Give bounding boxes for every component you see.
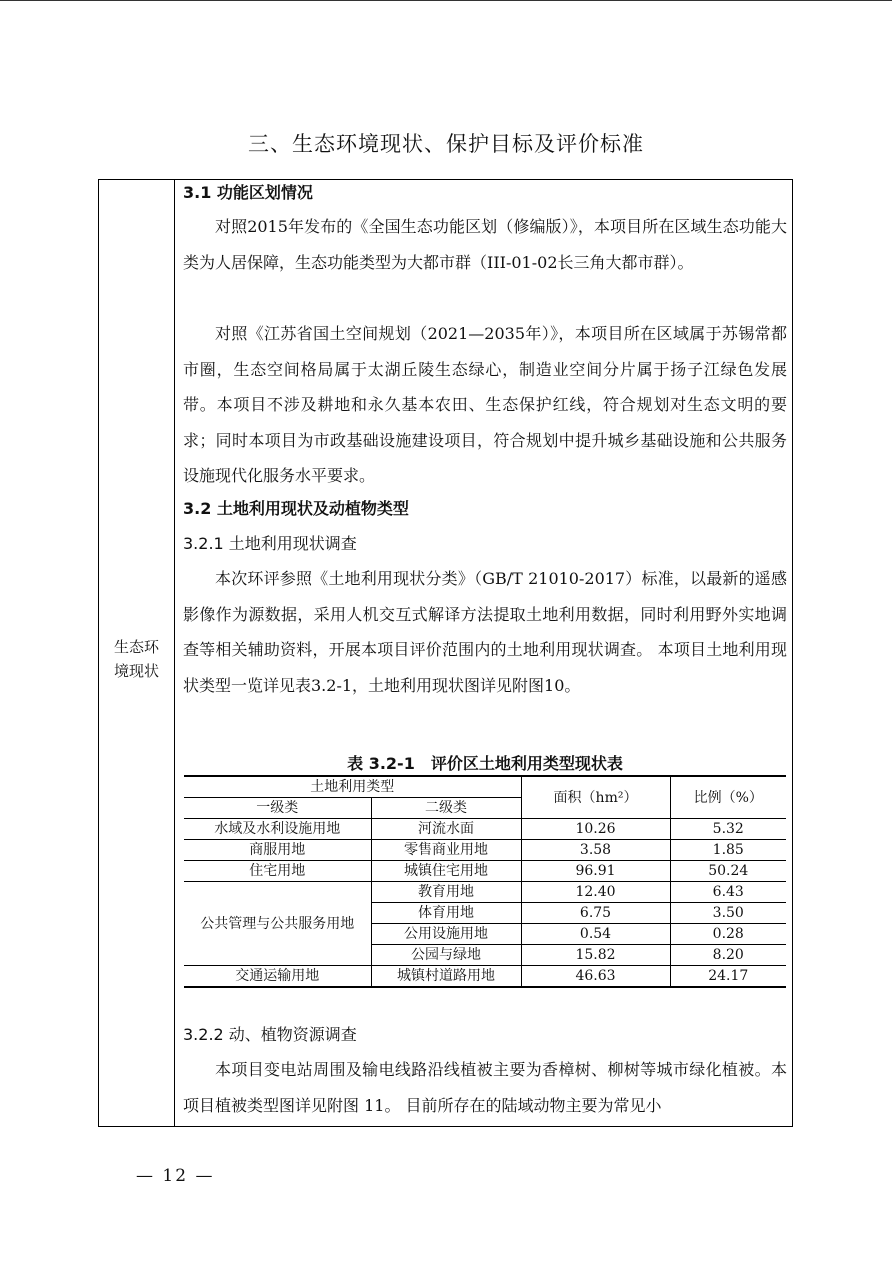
cell-level-2: 河流水面 — [371, 819, 521, 840]
table-row — [184, 882, 786, 903]
header-level-1: 一级类 — [184, 798, 371, 819]
cell-ratio: 3.50 — [670, 903, 786, 924]
cell-area: 0.54 — [521, 924, 670, 945]
table-row — [184, 966, 786, 988]
header-land-use-type: 土地利用类型 — [184, 776, 521, 798]
section-3-2-2-paragraph: 本项目变电站周围及输电线路沿线植被主要为香樟树、柳树等城市绿化植被。本项目植被类型图详见附图 11。 目前所存在的陆域动物主要为常见小 — [183, 1060, 787, 1115]
cell-level-2: 教育用地 — [371, 882, 521, 903]
cell-level-1: 公共管理与公共服务用地 — [184, 882, 371, 966]
section-3-2-1-title: 3.2.1 土地利用现状调查 — [183, 534, 357, 553]
cell-level-2: 城镇村道路用地 — [371, 966, 521, 988]
cell-area: 12.40 — [521, 882, 670, 903]
cell-ratio: 0.28 — [670, 924, 786, 945]
table-header-row — [184, 776, 786, 798]
cell-level-2: 公用设施用地 — [371, 924, 521, 945]
cell-level-1: 水域及水利设施用地 — [184, 819, 371, 840]
column-divider — [174, 180, 175, 1126]
top-border-line — [0, 0, 892, 1]
cell-level-1: 住宅用地 — [184, 861, 371, 882]
cell-level-2: 城镇住宅用地 — [371, 861, 521, 882]
cell-area: 46.63 — [521, 966, 670, 988]
side-label-line-2: 境现状 — [113, 662, 159, 680]
cell-area: 3.58 — [521, 840, 670, 861]
cell-ratio: 8.20 — [670, 945, 786, 966]
table-row — [184, 840, 786, 861]
section-heading: 三、生态环境现状、保护目标及评价标准 — [248, 132, 644, 156]
section-3-2-title: 3.2 土地利用现状及动植物类型 — [183, 499, 409, 518]
cell-level-2: 公园与绿地 — [371, 945, 521, 966]
content-frame — [98, 179, 793, 1127]
section-3-1-paragraph-1: 对照2015年发布的《全国生态功能区划（修编版）》，本项目所在区域生态功能大类为人居保障，生态功能类型为大都市群（III-01-02长三角大都市群）。 — [183, 217, 787, 272]
cell-area: 15.82 — [521, 945, 670, 966]
header-area: 面积（hm²） — [521, 776, 670, 819]
cell-ratio: 50.24 — [670, 861, 786, 882]
cell-area: 96.91 — [521, 861, 670, 882]
land-use-table — [184, 775, 786, 988]
section-3-1-paragraph-2: 对照《江苏省国土空间规划（2021—2035年）》，本项目所在区域属于苏锡常都市圈，生态空间格局属于太湖丘陵生态绿心，制造业空间分片属于扬子江绿色发展带。本项目不涉及耕地和永久基本农田、生态保护红线，符合规划对生态文明的要求；同时本项目为市政基础设施建设项目，符合规划中提升城乡基础设施和公共服务设施现代化服务水平要求。 — [183, 324, 787, 485]
table-title: 表 3.2-1 评价区土地利用类型现状表 — [347, 754, 623, 773]
cell-ratio: 5.32 — [670, 819, 786, 840]
page-number: — 12 — — [136, 1166, 215, 1186]
side-label-line-1: 生态环 — [113, 638, 159, 656]
cell-area: 6.75 — [521, 903, 670, 924]
header-level-2: 二级类 — [371, 798, 521, 819]
cell-level-2: 体育用地 — [371, 903, 521, 924]
table-row — [184, 861, 786, 882]
cell-ratio: 6.43 — [670, 882, 786, 903]
cell-level-1: 商服用地 — [184, 840, 371, 861]
section-3-2-1-paragraph: 本次环评参照《土地利用现状分类》（GB/T 21010-2017）标准，以最新的遥感影像作为源数据，采用人机交互式解译方法提取土地利用数据，同时利用野外实地调查等相关辅助资料，开展本项目评价范围内的土地利用现状调查。 本项目土地利用现状类型一览详见表3.2-1，土地利用现状图详见附图10。 — [183, 569, 787, 695]
cell-ratio: 1.85 — [670, 840, 786, 861]
side-category-label — [99, 635, 174, 683]
cell-ratio: 24.17 — [670, 966, 786, 988]
table-row — [184, 819, 786, 840]
section-3-1-title: 3.1 功能区划情况 — [183, 183, 313, 202]
section-3-2-2-title: 3.2.2 动、植物资源调查 — [183, 1025, 357, 1044]
cell-level-2: 零售商业用地 — [371, 840, 521, 861]
cell-level-1: 交通运输用地 — [184, 966, 371, 988]
cell-area: 10.26 — [521, 819, 670, 840]
header-ratio: 比例（%） — [670, 776, 786, 819]
